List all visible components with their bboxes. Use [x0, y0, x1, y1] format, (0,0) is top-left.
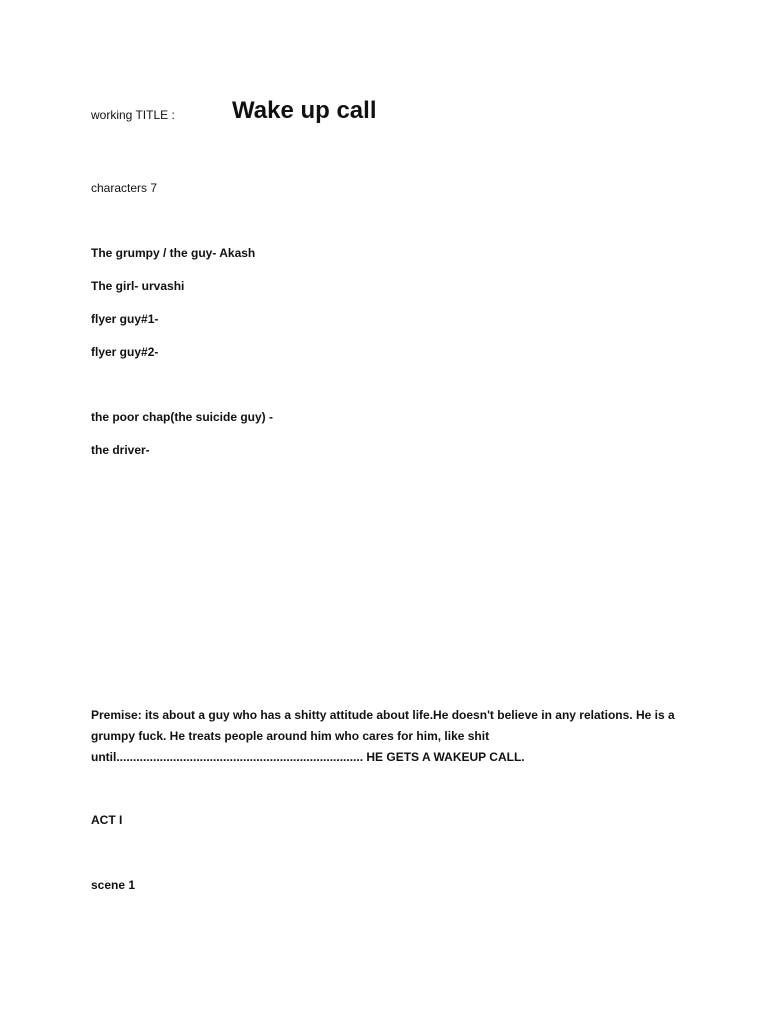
character-line: the driver-	[91, 443, 150, 457]
character-line: flyer guy#2-	[91, 345, 159, 359]
characters-label: characters 7	[91, 181, 158, 195]
character-line: The girl- urvashi	[91, 279, 185, 293]
title-value: Wake up call	[232, 97, 377, 124]
character-line: the poor chap(the suicide guy) -	[91, 410, 274, 424]
premise-line: grumpy fuck. He treats people around him who cares for him, like shit	[91, 729, 490, 743]
act-heading: ACT I	[91, 813, 123, 827]
character-line: flyer guy#1-	[91, 312, 159, 326]
character-line: The grumpy / the guy- Akash	[91, 246, 256, 260]
premise-line: until.......................................................................... HE GETS A WAKEUP CALL.	[91, 750, 525, 764]
title-label: working TITLE :	[91, 108, 175, 122]
premise-line: Premise: its about a guy who has a shitty attitude about life.He doesn't believe in any relations. He is a	[91, 708, 675, 722]
premise-paragraph	[91, 705, 681, 768]
scene-heading: scene 1	[91, 878, 136, 892]
